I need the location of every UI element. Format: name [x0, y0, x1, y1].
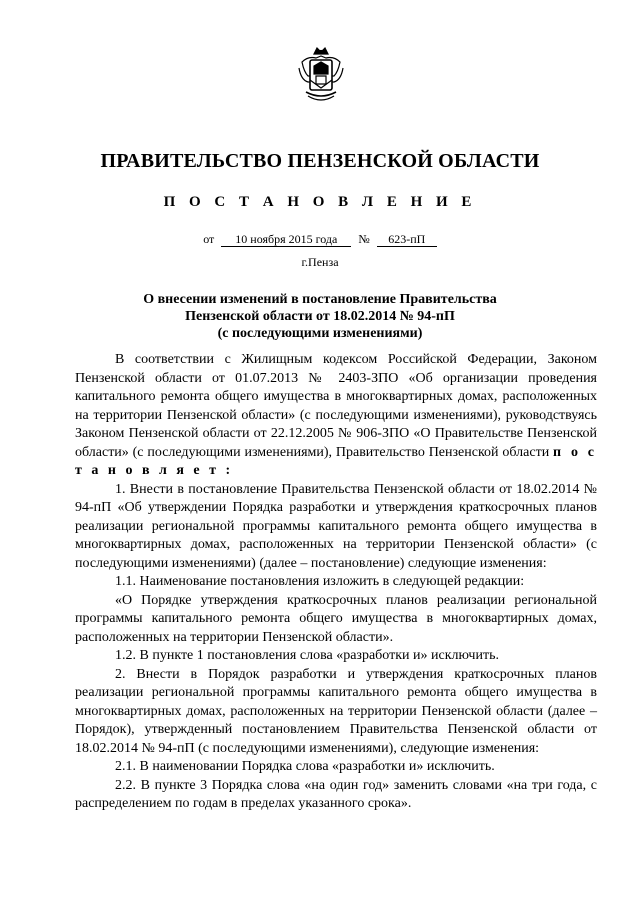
decree-number: 623-пП: [377, 233, 437, 247]
paragraph-item-2-2: 2.2. В пункте 3 Порядка слова «на один год» заменить словами «на три года, с распределением по годам в пределах указанного срока».: [75, 777, 597, 811]
paragraph-new-title: «О Порядке утверждения краткосрочных планов реализации региональной программы капитального ремонта общего имущества в многоквартирных домах, расположенных на территории Пензенской области».: [75, 592, 597, 645]
paragraph-item-1-1: 1.1. Наименование постановления изложить в следующей редакции:: [115, 574, 525, 589]
government-name: ПРАВИТЕЛЬСТВО ПЕНЗЕНСКОЙ ОБЛАСТИ: [100, 150, 540, 172]
resolves-word: п о с т а н о в л я е т :: [75, 444, 597, 478]
paragraph-item-1: 1. Внести в постановление Правительства Пензенской области от 18.02.2014 № 94-пП «Об утверждении Порядка разработки и утверждения краткосрочных планов реализации региональной программы капитального ремонта общего имущества в многоквартирных домах, расположенных на территории Пензенской области» (с последующими изменениями) (далее – постановление) следующие изменения:: [75, 481, 597, 571]
paragraph-item-2-1: 2.1. В наименовании Порядка слова «разработки и» исключить.: [115, 759, 495, 774]
document-body: [75, 351, 597, 814]
document-type: П О С Т А Н О В Л Е Н И Е: [163, 194, 477, 210]
document-subject: [0, 291, 640, 342]
paragraph-item-2: 2. Внести в Порядок разработки и утверждения краткосрочных планов реализации региональной программы капитального ремонта общего имущества в многоквартирных домах, расположенных на территории Пензенской области (далее – Порядок), утвержденный постановлением Правительства Пензенской области от 18.02.2014 № 94-пП (с последующими изменениями), следующие изменения:: [75, 666, 597, 756]
date-prefix: от: [203, 232, 215, 246]
subject-line-2: Пензенской области от 18.02.2014 № 94-пП: [185, 309, 455, 324]
city: г.Пенза: [301, 255, 339, 269]
decree-date: 10 ноября 2015 года: [221, 233, 351, 247]
subject-line-1: О внесении изменений в постановление Правительства: [143, 292, 497, 307]
number-sign: №: [358, 232, 370, 246]
paragraph-item-1-2: 1.2. В пункте 1 постановления слова «разработки и» исключить.: [115, 648, 499, 663]
preamble-text: В соответствии с Жилищным кодексом Российской Федерации, Законом Пензенской области от 01.07.2013 № 2403-ЗПО «Об организации проведения капитального ремонта общего имущества в многоквартирных домах, расположенных на территории Пензенской области» (с последующими изменениями), руководствуясь Законом Пензенской области от 22.12.2005 № 906-ЗПО «О Правительстве Пензенской области» (с последующими изменениями), Правительство Пензенской области: [75, 352, 597, 460]
subject-line-3: (с последующими изменениями): [217, 326, 423, 341]
date-number-line: [0, 232, 640, 247]
coat-of-arms-emblem: [296, 42, 346, 106]
paragraph-preamble: [75, 351, 597, 481]
